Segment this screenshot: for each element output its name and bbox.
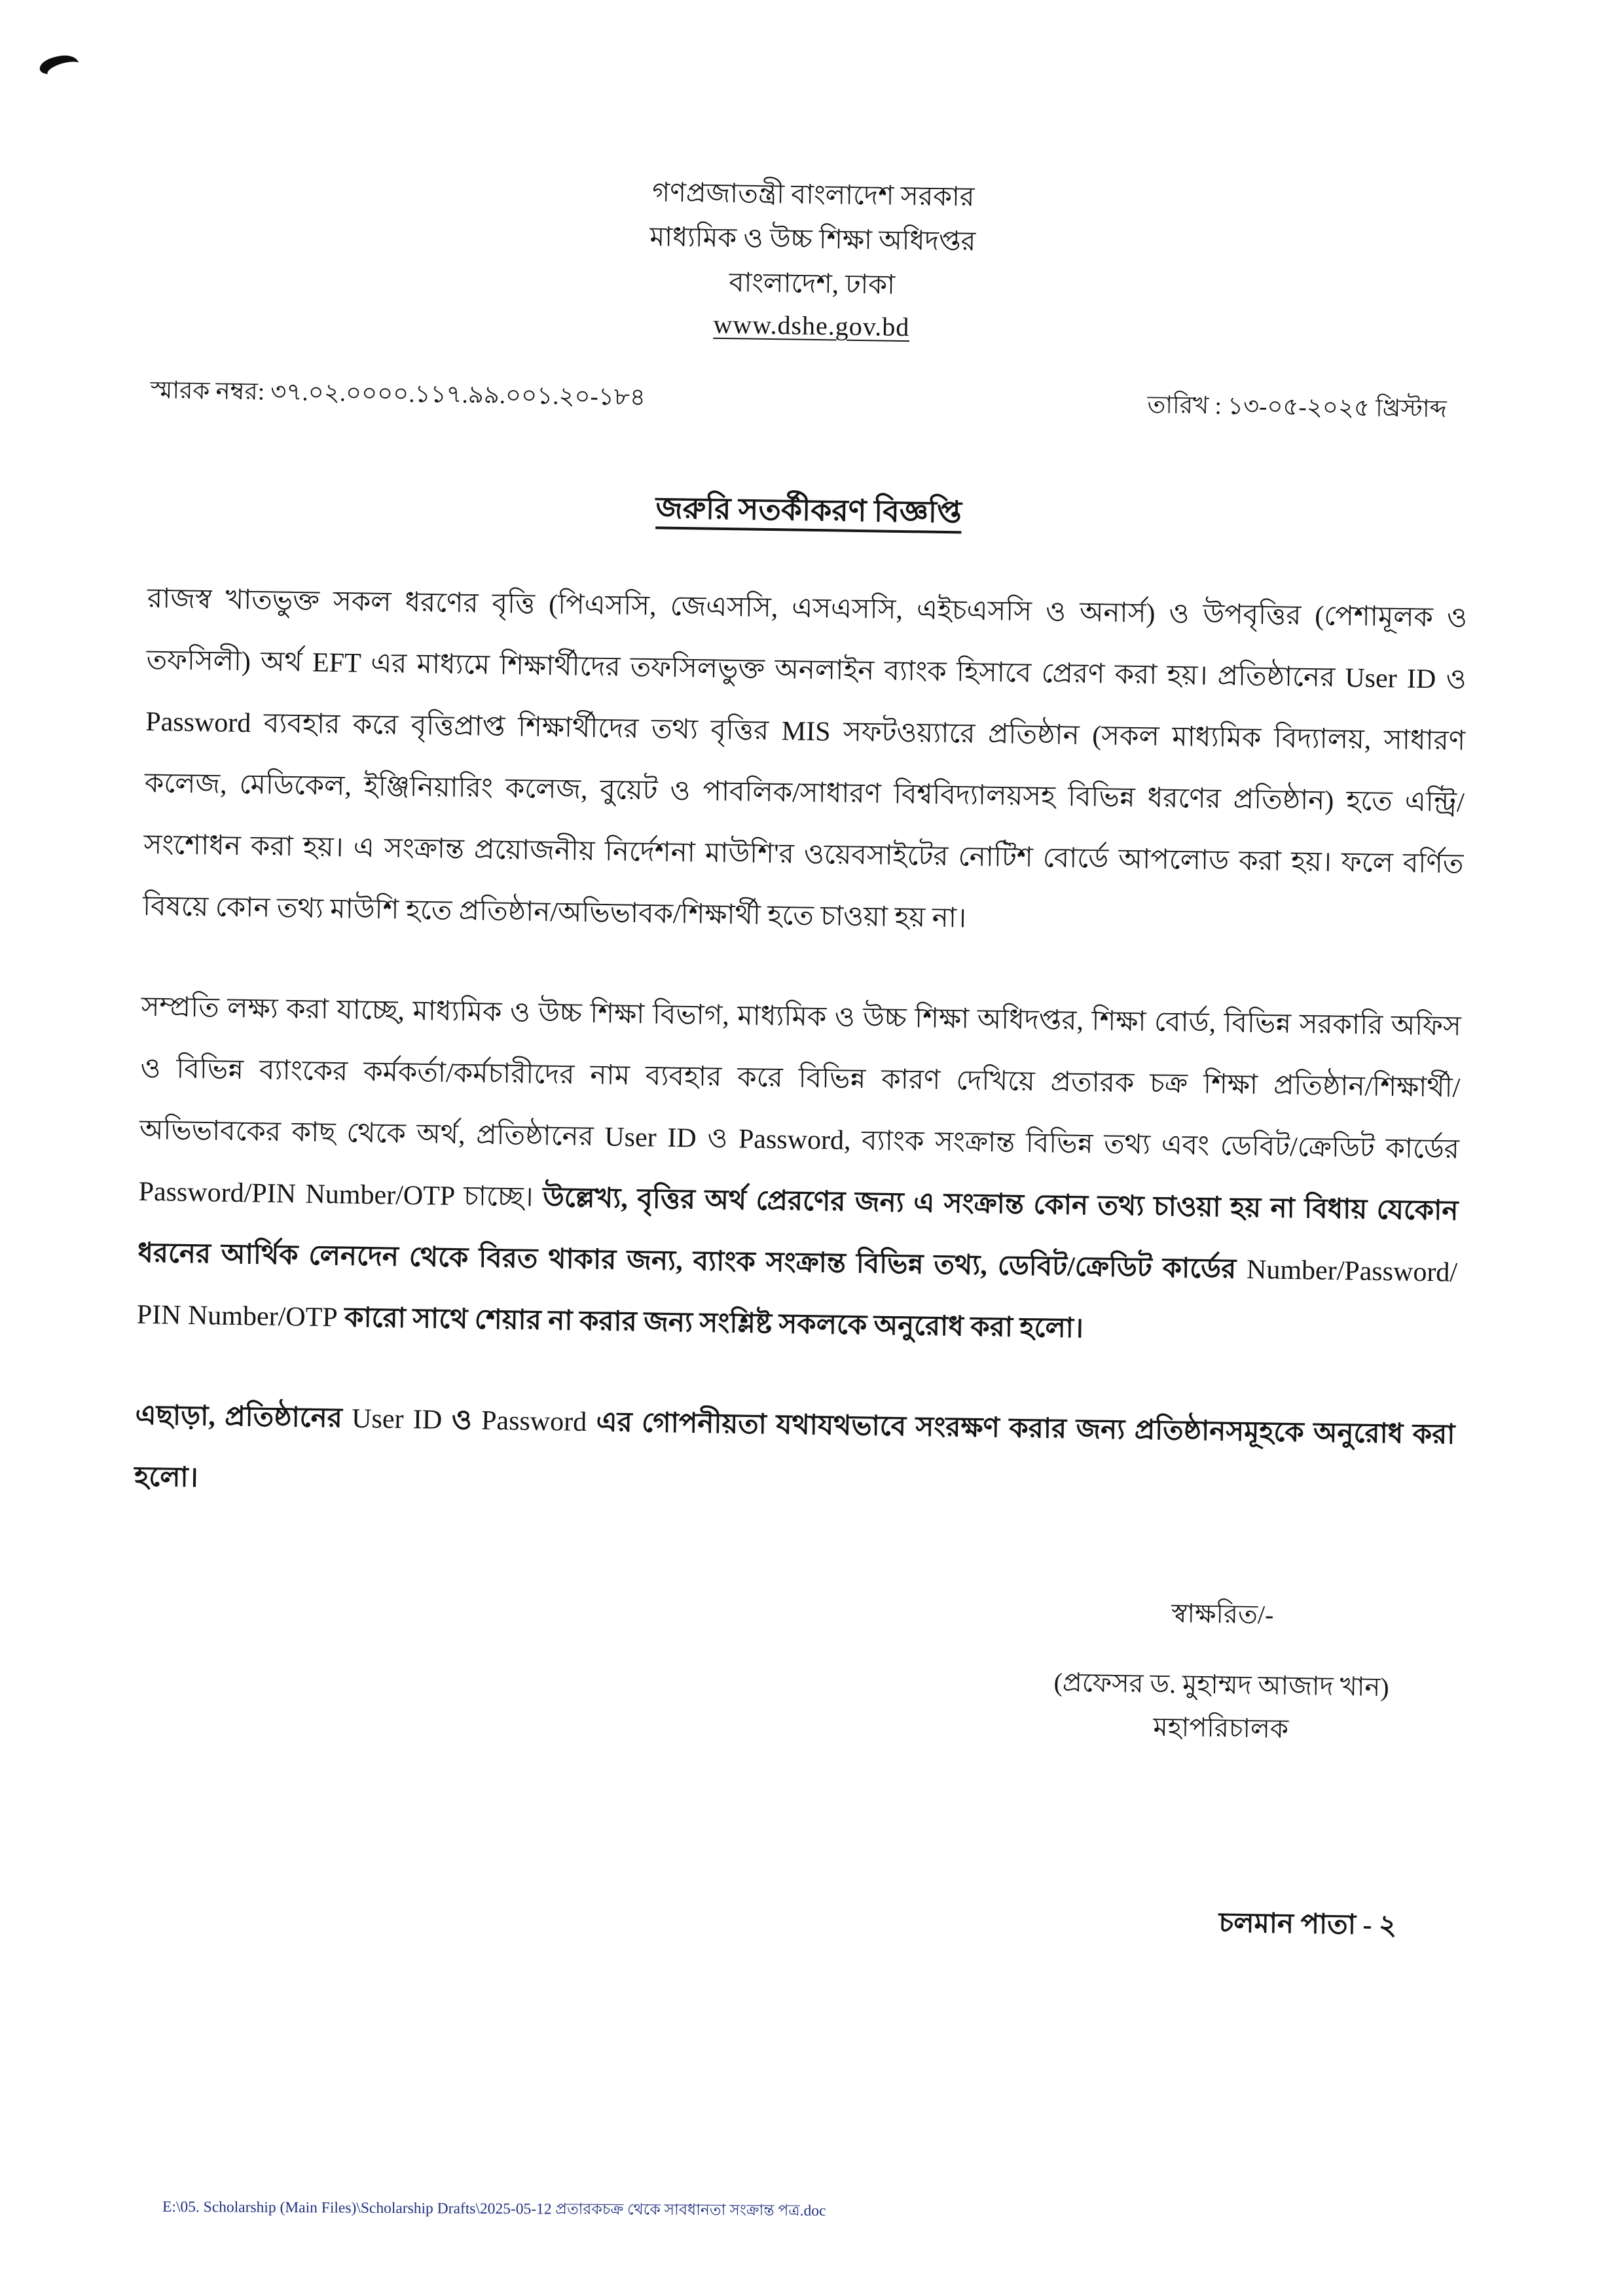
latin-text-run: MIS xyxy=(781,716,831,747)
latin-text-run: User ID xyxy=(351,1403,443,1435)
signature-block xyxy=(1037,1592,1406,1750)
notice-title: জরুরি সতর্কীকরণ বিজ্ঞপ্তি xyxy=(655,491,962,529)
signatory-designation: মহাপরিচালক xyxy=(1153,1712,1289,1744)
continuation-note: চলমান পাতা - ২ xyxy=(1218,1908,1397,1941)
bengali-text-run: এর গোপনীয়তা যথাযথভাবে সংরক্ষণ করার জন্য প্রতিষ্ঠানসমূহকে অনুরোধ করা হলো। xyxy=(134,1407,1455,1494)
letterhead xyxy=(151,162,1474,356)
paragraph-2 xyxy=(136,977,1461,1365)
memo-number xyxy=(150,374,646,414)
letter-body xyxy=(134,568,1467,1528)
bengali-text-run: এর মাধ্যমে শিক্ষার্থীদের তফসিলভুক্ত অনলাইন ব্যাংক হিসাবে প্রেরণ করা হয়। প্রতিষ্ঠানের xyxy=(360,648,1345,694)
bengali-text-run: ব্যবহার করে বৃত্তিপ্রাপ্ত শিক্ষার্থীদের তথ্য বৃত্তির xyxy=(250,708,782,747)
website-url: www.dshe.gov.bd xyxy=(713,309,910,342)
government-name: গণপ্রজাতন্ত্রী বাংলাদেশ সরকার xyxy=(651,177,975,212)
bengali-text-run: এছাড়া, প্রতিষ্ঠানের xyxy=(135,1400,352,1434)
latin-text-run: Password/PIN Number/OTP xyxy=(138,1176,454,1211)
bengali-text-run: ও xyxy=(696,1123,739,1155)
latin-text-run: Password xyxy=(481,1405,587,1438)
latin-text-run: EFT xyxy=(312,647,361,679)
date-value: ১৩-০৫-২০২৫ খ্রিস্টাব্দ xyxy=(1227,393,1447,423)
bengali-text-run: সফটওয়্যারে প্রতিষ্ঠান (সকল মাধ্যমিক বিদ্যালয়, সাধারণ কলেজ, মেডিকেল, ইঞ্জিনিয়ারিং কলেজ, বুয়েট ও পাবলিক/সাধারণ বিশ্ববিদ্যালয়সহ বিভিন্ন ধরণের প্রতিষ্ঠান) হতে এন্ট্রি/সংশোধন করা হয়। এ সংক্রান্ত প্রয়োজনীয় নির্দেশনা মাউশি'র ওয়েবসাইটের নোটিশ বোর্ডে আপলোড করা হয়। ফলে বর্ণিত বিষয়ে কোন তথ্য মাউশি হতে প্রতিষ্ঠান/অভিভাবক/শিক্ষার্থী হতে চাওয়া হয় না। xyxy=(142,717,1466,934)
latin-text-run: User ID xyxy=(604,1122,697,1154)
date-label: তারিখ : xyxy=(1147,391,1222,420)
bengali-text-run: ব্যাংক সংক্রান্ত বিভিন্ন তথ্য এবং ডেবিট/ক্রেডিট কার্ডের xyxy=(850,1125,1460,1165)
bengali-text-run: ও xyxy=(1435,664,1467,695)
signed-mark: স্বাক্ষরিত/- xyxy=(1171,1598,1274,1630)
paragraph-3 xyxy=(134,1385,1455,1528)
bengali-text-run: কারো সাথে শেয়ার না করার জন্য সংশ্লিষ্ট সকলকে অনুরোধ করা হলো। xyxy=(337,1302,1084,1344)
location-line: বাংলাদেশ, ঢাকা xyxy=(729,267,896,300)
letter-content xyxy=(128,162,1474,1946)
bengali-text-run: রাজস্ব খাতভুক্ত সকল ধরণের বৃত্তি (পিএসসি, জেএসসি, এসএসসি, এইচএসসি ও অনার্স) ও উপবৃত্তির (পেশামূলক ও তফসিলী) অর্থ xyxy=(146,583,1468,678)
latin-text-run: Number/Password/ PIN Number/OTP xyxy=(136,1254,1458,1333)
bengali-text-run: উল্লেখ্য, বৃত্তির অর্থ প্রেরণের জন্য এ সংক্রান্ত কোন তথ্য চাওয়া হয় না বিধায় যেকোন ধরনের আর্থিক লেনদেন থেকে বিরত থাকার জন্য, ব্যাংক সংক্রান্ত বিভিন্ন তথ্য, ডেবিট/ক্রেডিট কার্ডের xyxy=(137,1182,1459,1285)
letter-date xyxy=(1147,389,1470,427)
document-file-path: E:\05. Scholarship (Main Files)\Scholarship Drafts\2025-05-12 প্রতারকচক্র থেকে সাবধানতা সংক্রান্ত পত্র.doc xyxy=(162,2198,826,2220)
latin-text-run: Password, xyxy=(738,1124,851,1156)
paragraph-1 xyxy=(142,568,1467,957)
directorate-name: মাধ্যমিক ও উচ্চ শিক্ষা অধিদপ্তর xyxy=(649,221,976,257)
memo-value: ৩৭.০২.০০০০.১১৭.৯৯.০০১.২০-১৮৪ xyxy=(270,378,646,412)
memo-label: স্মারক নম্বর: xyxy=(150,376,265,406)
memo-date-row xyxy=(150,374,1470,427)
signatory-name: (প্রফেসর ড. মুহাম্মদ আজাদ খান) xyxy=(1053,1667,1389,1702)
latin-text-run: Password xyxy=(145,706,251,739)
latin-text-run: User ID xyxy=(1345,663,1436,695)
bengali-text-run: ও xyxy=(441,1405,482,1436)
bengali-text-run: চাচ্ছে। xyxy=(454,1181,543,1213)
scan-smudge-mark xyxy=(38,52,80,77)
bengali-text-run: সম্প্রতি লক্ষ্য করা যাচ্ছে, মাধ্যমিক ও উচ্চ শিক্ষা বিভাগ, মাধ্যমিক ও উচ্চ শিক্ষা অধিদপ্তর, শিক্ষা বোর্ড, বিভিন্ন সরকারি অফিস ও বিভিন্ন ব্যাংকের কর্মকর্তা/কর্মচারীদের নাম ব্যবহার করে বিভিন্ন কারণ দেখিয়ে প্রতারক চক্র শিক্ষা প্রতিষ্ঠান/শিক্ষার্থী/ অভিভাবকের কাছ থেকে অর্থ, প্রতিষ্ঠানের xyxy=(139,992,1461,1153)
